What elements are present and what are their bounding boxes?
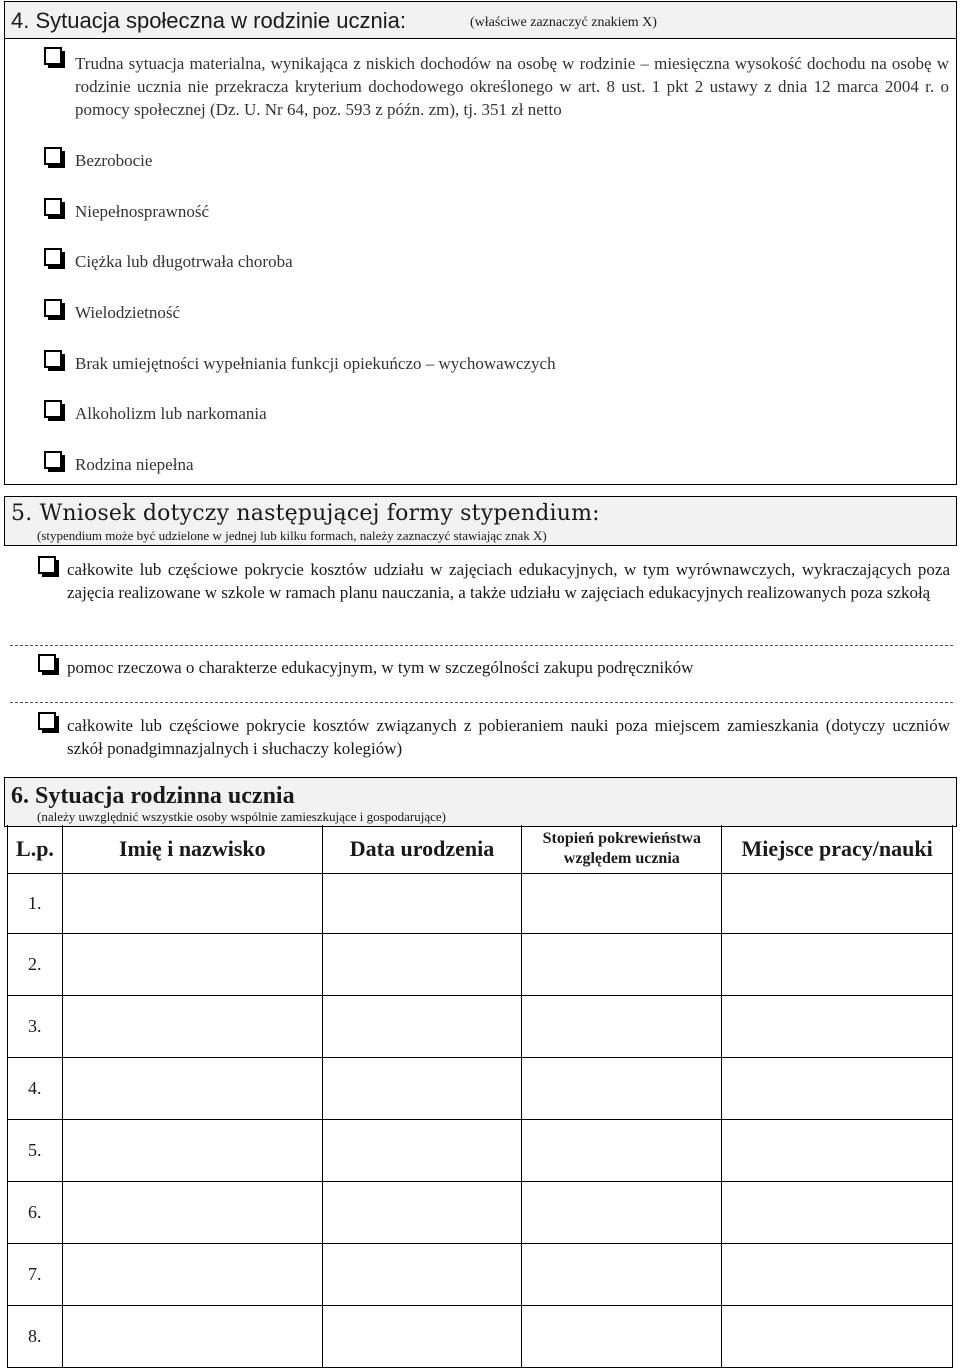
checkbox-illness[interactable] (44, 248, 62, 266)
column-header-lp: L.p. (8, 825, 63, 873)
table-cell[interactable] (322, 1057, 522, 1119)
option-disability: Niepełnosprawność (75, 202, 210, 221)
table-cell[interactable] (62, 1057, 322, 1119)
section5-note: (stypendium może być udzielone w jednej lub kilku formach, należy zaznaczyć stawiając znak X) (37, 528, 547, 543)
table-cell[interactable] (722, 1119, 953, 1181)
table-cell[interactable] (522, 1243, 722, 1305)
option-addiction: Alkoholizm lub narkomania (75, 404, 267, 423)
checkbox-care-skills[interactable] (44, 350, 62, 368)
table-row (8, 1243, 953, 1305)
column-header-relationship: Stopień pokrewieństwa względem ucznia (522, 825, 722, 873)
table-cell[interactable] (522, 873, 722, 933)
section4-note: (właściwe zaznaczyć znakiem X) (470, 15, 657, 30)
table-row (8, 873, 953, 933)
row-number: 5. (8, 1119, 63, 1181)
table-cell[interactable] (322, 1305, 522, 1367)
column-header-name: Imię i nazwisko (62, 825, 322, 873)
checkbox-addiction[interactable] (44, 400, 62, 418)
table-cell[interactable] (522, 1181, 722, 1243)
checkbox-disability[interactable] (44, 198, 62, 216)
checkbox-material-hardship[interactable] (44, 47, 62, 65)
table-row (8, 1119, 953, 1181)
table-cell[interactable] (322, 873, 522, 933)
table-cell[interactable] (522, 995, 722, 1057)
checkbox-remote-study[interactable] (38, 712, 56, 730)
table-cell[interactable] (62, 1181, 322, 1243)
row-number: 7. (8, 1243, 63, 1305)
table-cell[interactable] (722, 1305, 953, 1367)
table-cell[interactable] (62, 995, 322, 1057)
table-cell[interactable] (322, 933, 522, 995)
option-illness: Ciężka lub długotrwała choroba (75, 252, 293, 271)
section6-title: 6. Sytuacja rodzinna ucznia (11, 783, 295, 809)
checkbox-unemployment[interactable] (44, 147, 62, 165)
table-cell[interactable] (722, 933, 953, 995)
row-number: 6. (8, 1181, 63, 1243)
option-material-hardship: Trudna sytuacja materialna, wynikająca z niskich dochodów na osobę w rodzinie – miesięczna wysokość dochodu na osobę w rodzinie ucznia nie przekracza kryterium dochodowego określonego w art. 8 ust. 1 pkt 2 ustawy z dnia 12 marca 2004 r. o pomocy społecznej (Dz. U. Nr 64, poz. 593 z późn. zm), tj. 351 zł netto (75, 54, 949, 119)
option-care-skills: Brak umiejętności wypełniania funkcji opiekuńczo – wychowawczych (75, 354, 556, 373)
section6-note: (należy uwzględnić wszystkie osoby wspólnie zamieszkujące i gospodarujące) (37, 809, 446, 824)
divider (10, 645, 953, 646)
option-large-family: Wielodzietność (75, 303, 181, 322)
row-number: 2. (8, 933, 63, 995)
table-cell[interactable] (722, 1243, 953, 1305)
option-education-costs: całkowite lub częściowe pokrycie kosztów udziału w zajęciach edukacyjnych, w tym wyrównawczych, wykraczających poza zajęcia realizowane w szkole w ramach planu nauczania, a także udziału w zajęciach edukacyjnych realizowanych poza szkołą (67, 560, 950, 602)
table-header-row (8, 825, 953, 873)
table-cell[interactable] (322, 1119, 522, 1181)
table-cell[interactable] (62, 873, 322, 933)
table-cell[interactable] (722, 1057, 953, 1119)
table-row (8, 1057, 953, 1119)
option-material-aid: pomoc rzeczowa o charakterze edukacyjnym, w tym w szczególności zakupu podręczników (67, 658, 694, 677)
checkbox-large-family[interactable] (44, 299, 62, 317)
table-cell[interactable] (62, 933, 322, 995)
table-row (8, 1181, 953, 1243)
table-cell[interactable] (722, 995, 953, 1057)
table-cell[interactable] (62, 1305, 322, 1367)
table-cell[interactable] (522, 1305, 722, 1367)
table-cell[interactable] (62, 1243, 322, 1305)
checkbox-single-parent[interactable] (44, 451, 62, 469)
table-cell[interactable] (322, 1181, 522, 1243)
table-row (8, 995, 953, 1057)
row-number: 1. (8, 873, 63, 933)
table-row (8, 933, 953, 995)
row-number: 3. (8, 995, 63, 1057)
option-remote-study: całkowite lub częściowe pokrycie kosztów związanych z pobieraniem nauki poza miejscem zamieszkania (dotyczy uczniów szkół ponadgimnazjalnych i słuchaczy kolegiów) (67, 716, 950, 758)
divider (10, 702, 953, 703)
table-cell[interactable] (522, 933, 722, 995)
option-single-parent: Rodzina niepełna (75, 455, 194, 474)
section5-title: 5. Wniosek dotyczy następującej formy stypendium: (11, 501, 600, 526)
table-row (8, 1305, 953, 1367)
option-unemployment: Bezrobocie (75, 151, 153, 170)
family-table (7, 825, 953, 1368)
table-cell[interactable] (522, 1119, 722, 1181)
table-cell[interactable] (322, 1243, 522, 1305)
table-cell[interactable] (62, 1119, 322, 1181)
column-header-birthdate: Data urodzenia (322, 825, 522, 873)
row-number: 8. (8, 1305, 63, 1367)
section4-title: 4. Sytuacja społeczna w rodzinie ucznia: (11, 8, 406, 33)
table-cell[interactable] (722, 873, 953, 933)
checkbox-material-aid[interactable] (38, 654, 56, 672)
row-number: 4. (8, 1057, 63, 1119)
column-header-workplace: Miejsce pracy/nauki (722, 825, 953, 873)
checkbox-education-costs[interactable] (38, 556, 56, 574)
table-cell[interactable] (322, 995, 522, 1057)
table-cell[interactable] (522, 1057, 722, 1119)
table-cell[interactable] (722, 1181, 953, 1243)
